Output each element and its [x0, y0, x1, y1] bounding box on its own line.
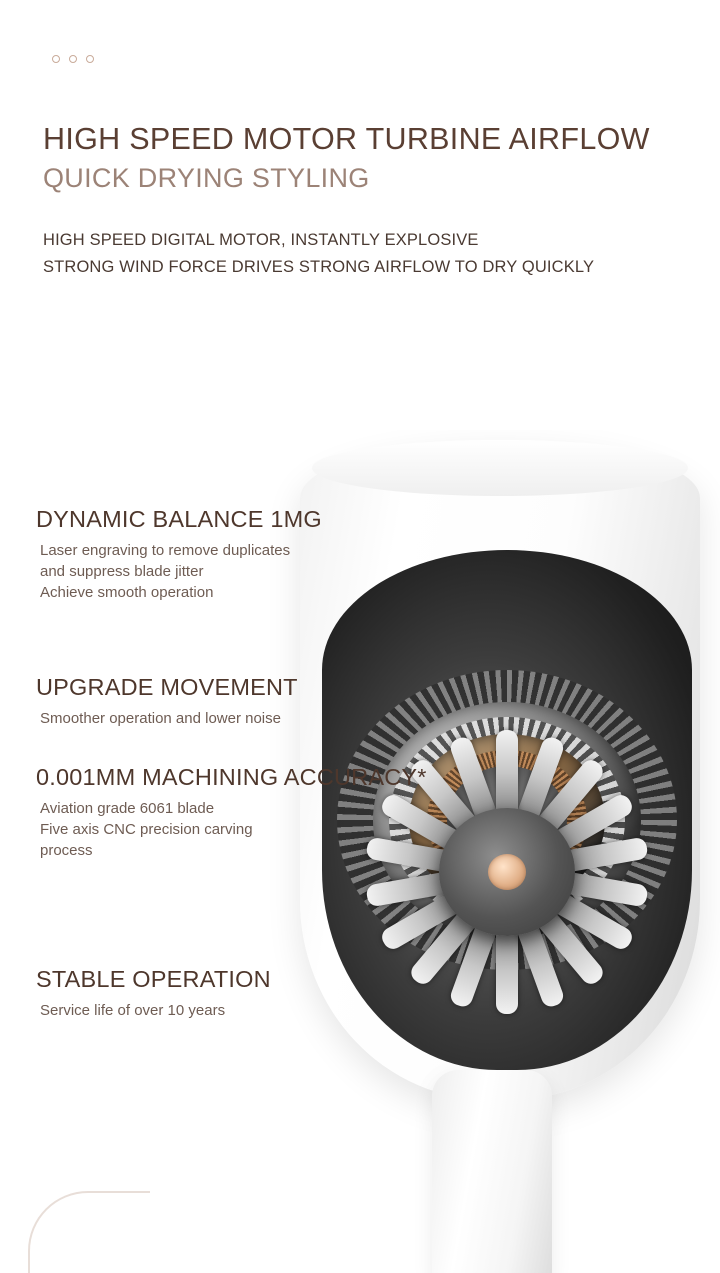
feature-title: UPGRADE MOVEMENT: [36, 674, 298, 700]
header-description-line-2: STRONG WIND FORCE DRIVES STRONG AIRFLOW TO DRY QUICKLY: [43, 257, 595, 276]
dot-icon: [52, 55, 60, 63]
feature-title: DYNAMIC BALANCE 1MG: [36, 506, 322, 532]
header-description: [43, 227, 703, 280]
page-title: HIGH SPEED MOTOR TURBINE AIRFLOW: [43, 122, 650, 156]
feature-body-line: Aviation grade 6061 blade: [40, 799, 215, 817]
feature-body-line: Smoother operation and lower noise: [40, 709, 281, 727]
feature-body-line: Laser engraving to remove duplicates: [40, 541, 291, 559]
feature-body-line: Service life of over 10 years: [40, 1001, 226, 1019]
headline-block: [43, 122, 703, 194]
feature-body: [40, 1000, 271, 1021]
dryer-handle: [432, 1070, 552, 1273]
feature-body-line: Five axis CNC precision carving: [40, 820, 253, 838]
decorative-dots: [52, 55, 94, 63]
feature-body: [40, 798, 427, 862]
dot-icon: [69, 55, 77, 63]
page-subtitle: QUICK DRYING STYLING: [43, 163, 370, 194]
impeller-hub: [439, 808, 575, 936]
dot-icon: [86, 55, 94, 63]
feature-body-line: Achieve smooth operation: [40, 584, 214, 602]
feature-body: [40, 708, 298, 729]
feature-body-line: process: [40, 842, 93, 860]
feature-body-line: and suppress blade jitter: [40, 562, 204, 580]
feature-title: STABLE OPERATION: [36, 966, 271, 992]
feature-upgrade-movement: [36, 673, 298, 729]
feature-body: [40, 540, 322, 604]
feature-stable-operation: [36, 965, 271, 1021]
feature-title: 0.001MM MACHINING ACCURACY*: [36, 764, 427, 790]
corner-accent: [28, 1191, 150, 1273]
header-description-line-1: HIGH SPEED DIGITAL MOTOR, INSTANTLY EXPLOSIVE: [43, 231, 479, 249]
product-illustration: [0, 430, 720, 1273]
feature-machining-accuracy: [36, 763, 427, 862]
feature-dynamic-balance: [36, 505, 322, 604]
